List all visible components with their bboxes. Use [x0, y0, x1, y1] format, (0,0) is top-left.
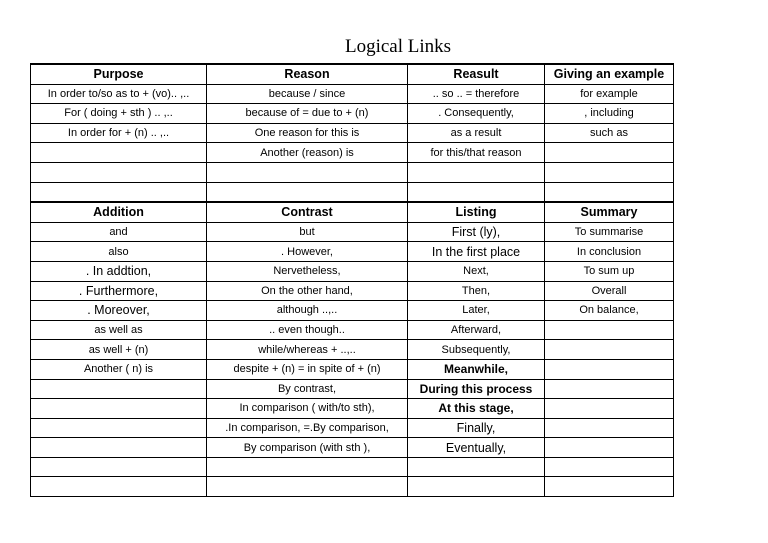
- table-cell: [545, 379, 674, 399]
- table-cell: At this stage,: [408, 399, 545, 419]
- table-cell: [545, 162, 674, 182]
- table-cell: By contrast,: [207, 379, 408, 399]
- table-row: [31, 340, 674, 360]
- table-cell: , including: [545, 104, 674, 124]
- table-row: [31, 162, 674, 182]
- header-row: [31, 64, 674, 84]
- table-row: [31, 477, 674, 497]
- table-row: [31, 182, 674, 202]
- header-row: [31, 202, 674, 222]
- table-cell: because of = due to + (n): [207, 104, 408, 124]
- table-cell: for this/that reason: [408, 143, 545, 163]
- table-cell: [408, 457, 545, 477]
- table-cell: In comparison ( with/to sth),: [207, 399, 408, 419]
- table-cell: [31, 438, 207, 458]
- table-cell: [207, 477, 408, 497]
- table-cell: In the first place: [408, 242, 545, 262]
- table-cell: such as: [545, 123, 674, 143]
- table-cell: Another (reason) is: [207, 143, 408, 163]
- logical-links-table: [30, 63, 674, 497]
- table-cell: [408, 162, 545, 182]
- table-cell: despite + (n) = in spite of + (n): [207, 359, 408, 379]
- table-cell: as well as: [31, 320, 207, 340]
- table-row: [31, 379, 674, 399]
- table-cell: Afterward,: [408, 320, 545, 340]
- page-title: Logical Links: [344, 36, 452, 57]
- table-cell: Then,: [408, 281, 545, 301]
- table-cell: Meanwhile,: [408, 359, 545, 379]
- column-header: Addition: [31, 202, 207, 222]
- table-cell: To summarise: [545, 222, 674, 242]
- table-row: [31, 123, 674, 143]
- table-cell: On the other hand,: [207, 281, 408, 301]
- table-cell: For ( doing + sth ) .. ,..: [31, 104, 207, 124]
- table-cell: [545, 320, 674, 340]
- table-row: [31, 359, 674, 379]
- table-cell: [31, 182, 207, 202]
- table-cell: . In addtion,: [31, 261, 207, 281]
- table-cell: as a result: [408, 123, 545, 143]
- table-cell: By comparison (with sth ),: [207, 438, 408, 458]
- table-cell: . Moreover,: [31, 301, 207, 321]
- table-row: [31, 84, 674, 104]
- table-cell: [408, 182, 545, 202]
- table-cell: .. so .. = therefore: [408, 84, 545, 104]
- table-cell: . Furthermore,: [31, 281, 207, 301]
- table-cell: [545, 340, 674, 360]
- table-cell: Nervetheless,: [207, 261, 408, 281]
- table-row: [31, 320, 674, 340]
- table-cell: [207, 457, 408, 477]
- table-cell: [31, 162, 207, 182]
- table-cell: Subsequently,: [408, 340, 545, 360]
- table-cell: [207, 182, 408, 202]
- column-header: Reasult: [408, 64, 545, 84]
- table-cell: Finally,: [408, 418, 545, 438]
- table-row: [31, 242, 674, 262]
- table-cell: . Consequently,: [408, 104, 545, 124]
- column-header: Contrast: [207, 202, 408, 222]
- table-row: [31, 301, 674, 321]
- table-row: [31, 399, 674, 419]
- table-cell: [545, 457, 674, 477]
- table-cell: [31, 399, 207, 419]
- column-header: Listing: [408, 202, 545, 222]
- table-cell: [31, 143, 207, 163]
- column-header: Summary: [545, 202, 674, 222]
- table-cell: [545, 143, 674, 163]
- table-cell: .In comparison, =.By comparison,: [207, 418, 408, 438]
- table-cell: In conclusion: [545, 242, 674, 262]
- table-cell: while/whereas + ..,..: [207, 340, 408, 360]
- table-cell: but: [207, 222, 408, 242]
- table-cell: and: [31, 222, 207, 242]
- table-cell: [545, 418, 674, 438]
- table-cell: [545, 359, 674, 379]
- table-row: [31, 104, 674, 124]
- table-cell: for example: [545, 84, 674, 104]
- table-row: [31, 438, 674, 458]
- table-cell: To sum up: [545, 261, 674, 281]
- table-cell: First (ly),: [408, 222, 545, 242]
- table-cell: also: [31, 242, 207, 262]
- table-cell: . However,: [207, 242, 408, 262]
- table-cell: One reason for this is: [207, 123, 408, 143]
- table-cell: [31, 379, 207, 399]
- table-cell: although ..,..: [207, 301, 408, 321]
- table-cell: Eventually,: [408, 438, 545, 458]
- table-cell: Another ( n) is: [31, 359, 207, 379]
- column-header: Purpose: [31, 64, 207, 84]
- table-cell: [545, 182, 674, 202]
- table-cell: as well + (n): [31, 340, 207, 360]
- table-cell: because / since: [207, 84, 408, 104]
- table-row: [31, 222, 674, 242]
- table-cell: During this process: [408, 379, 545, 399]
- table-cell: [408, 477, 545, 497]
- table-cell: .. even though..: [207, 320, 408, 340]
- table-cell: In order to/so as to + (vo).. ,..: [31, 84, 207, 104]
- table-cell: [31, 477, 207, 497]
- column-header: Giving an example: [545, 64, 674, 84]
- table-cell: Overall: [545, 281, 674, 301]
- table-row: [31, 261, 674, 281]
- table-cell: Later,: [408, 301, 545, 321]
- table-cell: [31, 457, 207, 477]
- table-cell: [545, 438, 674, 458]
- table-cell: Next,: [408, 261, 545, 281]
- table-cell: [31, 418, 207, 438]
- table-cell: On balance,: [545, 301, 674, 321]
- table-row: [31, 418, 674, 438]
- table-cell: [545, 477, 674, 497]
- column-header: Reason: [207, 64, 408, 84]
- table-cell: [545, 399, 674, 419]
- table-cell: [207, 162, 408, 182]
- table-row: [31, 281, 674, 301]
- table-row: [31, 143, 674, 163]
- table-cell: In order for + (n) .. ,..: [31, 123, 207, 143]
- table-row: [31, 457, 674, 477]
